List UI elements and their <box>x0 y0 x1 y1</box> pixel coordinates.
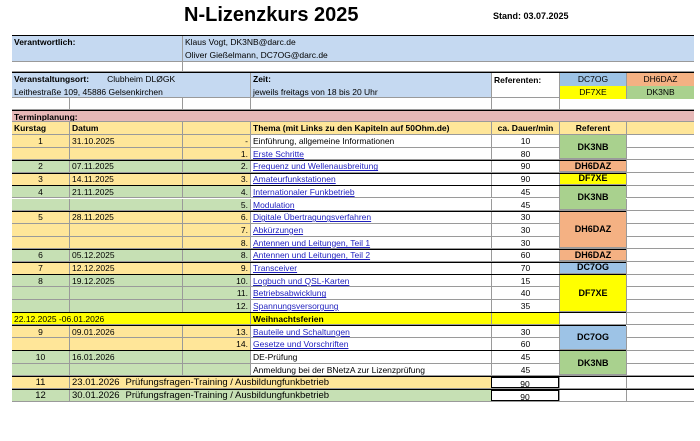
dauer-cell: 90 <box>491 377 559 388</box>
kurstag-cell <box>12 237 69 249</box>
referent-cell: DK3NB <box>559 135 626 159</box>
referent-cell: DC7OG <box>559 262 626 274</box>
thema-text: Prüfungsfragen-Training / Ausbildungfunkbetrieb <box>125 377 330 388</box>
weihnachtsferien-row <box>12 313 694 326</box>
kurstag-cell <box>12 338 69 350</box>
dauer-cell: 70 <box>491 262 559 274</box>
chapter-link[interactable]: Antennen und Leitungen, Teil 2 <box>250 249 491 261</box>
dauer-cell: 15 <box>491 275 559 287</box>
stand-date: Stand: 03.07.2025 <box>493 11 569 21</box>
verantwortlich-label: Verantwortlich: <box>14 37 76 47</box>
zeit-value: jeweils freitags von 18 bis 20 Uhr <box>253 86 378 97</box>
chapter-link[interactable]: Digitale Übertragungsverfahren <box>250 211 491 223</box>
referent-cell: DF7XE <box>559 173 626 185</box>
kurstag-cell: 2 <box>12 160 69 172</box>
day-separator <box>12 262 626 263</box>
chapter-number: 11. <box>182 287 250 299</box>
datum-cell: 28.11.2025 <box>69 211 182 223</box>
datum-thema-cell <box>69 377 491 388</box>
chapter-number: 9. <box>182 262 250 274</box>
referent-cell: DK3NB <box>559 351 626 375</box>
extra-empty <box>626 173 694 185</box>
extra-empty <box>626 377 694 388</box>
dauer-cell: 45 <box>491 186 559 198</box>
verantwortlich-row <box>12 35 694 62</box>
veranstaltungsort-place: Clubheim DLØGK <box>107 74 176 84</box>
verantwortlich-line1: Klaus Vogt, DK3NB@darc.de <box>185 37 296 47</box>
kurstag-cell: 6 <box>12 249 69 261</box>
weihnachtsferien-referent-empty <box>559 313 626 325</box>
extra-empty <box>626 211 694 223</box>
extra-empty <box>626 390 694 401</box>
header-row <box>12 122 694 135</box>
extra-empty <box>626 326 694 338</box>
chapter-number <box>182 364 250 376</box>
chapter-number: 1. <box>182 148 250 160</box>
kurstag-cell: 9 <box>12 326 69 338</box>
veranstaltungsort-label: Veranstaltungsort: <box>14 74 90 84</box>
datum-cell <box>69 300 182 312</box>
lesson-row <box>12 389 694 402</box>
chapter-number: 4. <box>182 186 250 198</box>
datum-cell <box>69 364 182 376</box>
day-separator <box>12 312 626 313</box>
chapter-number: 8. <box>182 249 250 261</box>
chapter-number: 2. <box>182 160 250 172</box>
referent-chip-df7xe: DF7XE <box>559 86 626 99</box>
datum-cell <box>69 287 182 299</box>
referent-cell: DF7XE <box>559 275 626 312</box>
header-referent: Referent <box>559 122 626 134</box>
referent-cell: DH6DAZ <box>559 160 626 172</box>
chapter-link[interactable]: Bauteile und Schaltungen <box>250 326 491 338</box>
kurstag-cell <box>12 224 69 236</box>
datum-text: 30.01.2026 <box>72 390 120 401</box>
day-separator <box>12 160 626 161</box>
chapter-number: 12. <box>182 300 250 312</box>
veranstaltungsort-cell <box>12 73 250 97</box>
thema-cell: Einführung, allgemeine Informationen <box>250 135 491 147</box>
kurstag-cell <box>12 287 69 299</box>
kurstag-cell <box>12 199 69 211</box>
datum-cell <box>69 224 182 236</box>
extra-empty <box>626 351 694 363</box>
kurstag-cell: 1 <box>12 135 69 147</box>
thema-cell: DE-Prüfung <box>250 351 491 363</box>
weihnachtsferien-datum: 22.12.2025 -06.01.2026 <box>14 313 105 324</box>
extra-empty <box>626 148 694 160</box>
zeit-label: Zeit: <box>253 74 271 84</box>
header-kurstag: Kurstag <box>14 123 47 133</box>
dauer-cell: 30 <box>491 237 559 249</box>
datum-cell: 14.11.2025 <box>69 173 182 185</box>
datum-cell <box>69 338 182 350</box>
kurstag-cell: 10 <box>12 351 69 363</box>
zeit-cell <box>250 73 491 97</box>
chapter-link[interactable]: Internationaler Funkbetrieb <box>250 186 491 198</box>
chapter-link[interactable]: Gesetze und Vorschriften <box>250 338 491 350</box>
chapter-number: 3. <box>182 173 250 185</box>
header-dauer: ca. Dauer/min <box>491 122 559 134</box>
datum-cell: 16.01.2026 <box>69 351 182 363</box>
veranstaltungsort-address: Leithestraße 109, 45886 Gelsenkirchen <box>14 86 163 97</box>
referent-cell: DK3NB <box>559 186 626 210</box>
chapter-number: 10. <box>182 275 250 287</box>
kurstag-cell <box>12 300 69 312</box>
day-separator <box>12 185 626 186</box>
extra-empty <box>626 338 694 350</box>
terminplanung-row <box>12 110 694 122</box>
chapter-link[interactable]: Amateurfunkstationen <box>250 173 491 185</box>
day-separator <box>12 249 626 250</box>
datum-cell: 09.01.2026 <box>69 326 182 338</box>
referent-empty <box>559 377 626 388</box>
day-separator <box>12 211 626 212</box>
referent-cell: DH6DAZ <box>559 211 626 248</box>
extra-empty <box>626 262 694 274</box>
kurstag-cell: 12 <box>12 390 69 401</box>
verantwortlich-line2: Oliver Gießelmann, DC7OG@darc.de <box>185 50 328 60</box>
extra-empty <box>626 199 694 211</box>
spacer-row <box>12 62 694 72</box>
dauer-cell: 10 <box>491 135 559 147</box>
referent-cell: DH6DAZ <box>559 249 626 261</box>
page-title: N-Lizenzkurs 2025 <box>184 4 359 26</box>
chapter-link[interactable]: Spannungsversorgung <box>250 300 491 312</box>
extra-empty <box>626 364 694 376</box>
extra-empty <box>626 249 694 261</box>
thema-text: Prüfungsfragen-Training / Ausbildungfunkbetrieb <box>125 390 330 401</box>
day-separator <box>12 350 626 351</box>
dauer-cell: 30 <box>491 326 559 338</box>
chapter-number: 14. <box>182 338 250 350</box>
chapter-link[interactable]: Frequenz und Wellenausbreitung <box>250 160 491 172</box>
datum-cell <box>69 199 182 211</box>
dauer-cell: 35 <box>491 300 559 312</box>
chapter-link[interactable]: Modulation <box>250 199 491 211</box>
weihnachtsferien-empty <box>626 313 694 325</box>
datum-cell <box>69 148 182 160</box>
kurstag-cell: 3 <box>12 173 69 185</box>
datum-cell: 05.12.2025 <box>69 249 182 261</box>
kurstag-cell: 7 <box>12 262 69 274</box>
day-separator <box>12 173 626 174</box>
dauer-cell: 90 <box>491 160 559 172</box>
chapter-number: 6. <box>182 211 250 223</box>
day-separator <box>12 274 626 275</box>
dauer-cell: 40 <box>491 287 559 299</box>
dauer-cell: 45 <box>491 351 559 363</box>
datum-cell: 12.12.2025 <box>69 262 182 274</box>
dauer-cell: 90 <box>491 173 559 185</box>
dauer-cell: 60 <box>491 338 559 350</box>
veranstaltungsort-row <box>12 72 694 98</box>
datum-cell <box>69 237 182 249</box>
verantwortlich-names <box>182 36 694 61</box>
dauer-cell: 45 <box>491 364 559 376</box>
datum-cell: 07.11.2025 <box>69 160 182 172</box>
weihnachtsferien-dauer-empty <box>491 313 559 325</box>
dauer-cell: 90 <box>491 390 559 401</box>
chapter-number: 7. <box>182 224 250 236</box>
terminplanung-label: Terminplanung: <box>14 112 78 121</box>
chapter-number: 13. <box>182 326 250 338</box>
datum-cell: 31.10.2025 <box>69 135 182 147</box>
chapter-number: - <box>182 135 250 147</box>
chapter-link[interactable]: Antennen und Leitungen, Teil 1 <box>250 237 491 249</box>
extra-empty <box>626 135 694 147</box>
dauer-cell: 60 <box>491 249 559 261</box>
chapter-link[interactable]: Betriebsabwicklung <box>250 287 491 299</box>
datum-thema-cell <box>69 390 491 401</box>
kurstag-cell <box>12 364 69 376</box>
referent-cell: DC7OG <box>559 326 626 350</box>
header-datum: Datum <box>69 122 182 134</box>
datum-cell: 19.12.2025 <box>69 275 182 287</box>
day-separator <box>12 325 626 326</box>
dauer-cell: 30 <box>491 211 559 223</box>
extra-empty <box>626 224 694 236</box>
referent-chip-dc7og: DC7OG <box>559 73 626 86</box>
referent-empty <box>559 390 626 401</box>
kurstag-cell: 11 <box>12 377 69 388</box>
datum-cell: 21.11.2025 <box>69 186 182 198</box>
dauer-cell: 45 <box>491 199 559 211</box>
chapter-number <box>182 351 250 363</box>
referent-chip-dh6daz: DH6DAZ <box>626 73 694 86</box>
chapter-link[interactable]: Erste Schritte <box>250 148 491 160</box>
referent-chip-dk3nb: DK3NB <box>626 86 694 99</box>
extra-empty <box>626 300 694 312</box>
chapter-link[interactable]: Abkürzungen <box>250 224 491 236</box>
extra-empty <box>626 287 694 299</box>
datum-text: 23.01.2026 <box>72 377 120 388</box>
kurstag-cell: 5 <box>12 211 69 223</box>
weihnachtsferien-label: Weihnachtsferien <box>250 313 491 325</box>
kurstag-cell: 4 <box>12 186 69 198</box>
lesson-row <box>12 376 694 389</box>
extra-empty <box>626 160 694 172</box>
dauer-cell: 80 <box>491 148 559 160</box>
schedule-table <box>12 35 694 402</box>
referenten-label: Referenten: <box>491 73 559 97</box>
extra-empty <box>626 186 694 198</box>
chapter-link[interactable]: Transceiver <box>250 262 491 274</box>
chapter-number: 5. <box>182 199 250 211</box>
chapter-link[interactable]: Logbuch und QSL-Karten <box>250 275 491 287</box>
extra-empty <box>626 275 694 287</box>
dauer-cell: 30 <box>491 224 559 236</box>
extra-empty <box>626 237 694 249</box>
kurstag-cell <box>12 148 69 160</box>
chapter-number: 8. <box>182 237 250 249</box>
header-thema: Thema (mit Links zu den Kapiteln auf 50Ohm.de) <box>250 122 491 134</box>
thema-cell: Anmeldung bei der BNetzA zur Lizenzprüfung <box>250 364 491 376</box>
kurstag-cell: 8 <box>12 275 69 287</box>
spacer-row <box>12 98 694 110</box>
